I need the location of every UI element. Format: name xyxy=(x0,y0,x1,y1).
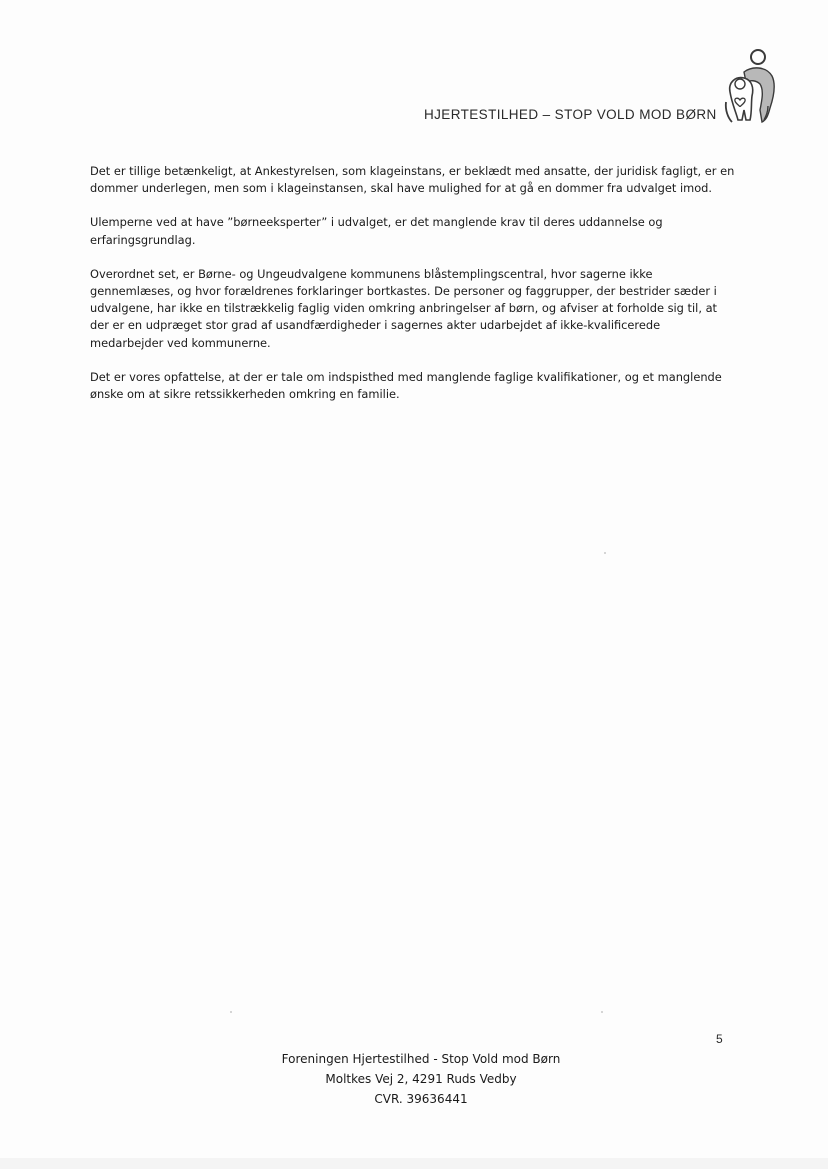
page-number: 5 xyxy=(716,1032,723,1046)
body-text xyxy=(90,163,736,420)
parent-child-heart-logo-icon xyxy=(722,46,778,128)
footer-address: Moltkes Vej 2, 4291 Ruds Vedby xyxy=(325,1072,517,1086)
paragraph-ankestyrelsen: Det er tillige betænkeligt, at Ankestyrelsen, som klageinstans, er beklædt med ansatte, der juridisk fagligt, er en dommer underlegen, men som i klageinstansen, skal have mulighed for at gå en dommer fra udvalget imod. xyxy=(90,164,735,196)
paragraph-boerne-ungeudvalg: Overordnet set, er Børne- og Ungeudvalgene kommunens blåstemplingscentral, hvor sagerne ikke gennemlæses, og hvor forældrenes forklaringer bortkastes. De personer og faggrupper, der bestrider sæder i udvalgene, har ikke en tilstrækkelig faglig viden omkring anbringelser af børn, og afviser at forholde sig til, at der er en udpræget stor grad af usandfærdigheder i sagernes akter udarbejdet af ikke-kvalificerede medarbejder ved kommunerne. xyxy=(90,266,718,350)
header-title: HJERTESTILHED – STOP VOLD MOD BØRN xyxy=(424,107,717,122)
scan-speck xyxy=(604,552,606,554)
scan-speck xyxy=(230,1011,232,1013)
footer xyxy=(214,1049,628,1109)
footer-cvr: CVR. 39636441 xyxy=(374,1092,468,1106)
scan-speck xyxy=(601,1011,603,1013)
paragraph-boerneeksperter: Ulemperne ved at have ”børneeksperter” i udvalget, er det manglende krav til deres uddannelse og erfaringsgrundlag. xyxy=(90,215,663,247)
scan-edge xyxy=(0,1158,828,1169)
footer-organization: Foreningen Hjertestilhed - Stop Vold mod Børn xyxy=(281,1052,561,1066)
paragraph-opfattelse: Det er vores opfattelse, at der er tale om indspisthed med manglende faglige kvalifikationer, og et manglende ønske om at sikre retssikkerheden omkring en familie. xyxy=(90,369,722,402)
